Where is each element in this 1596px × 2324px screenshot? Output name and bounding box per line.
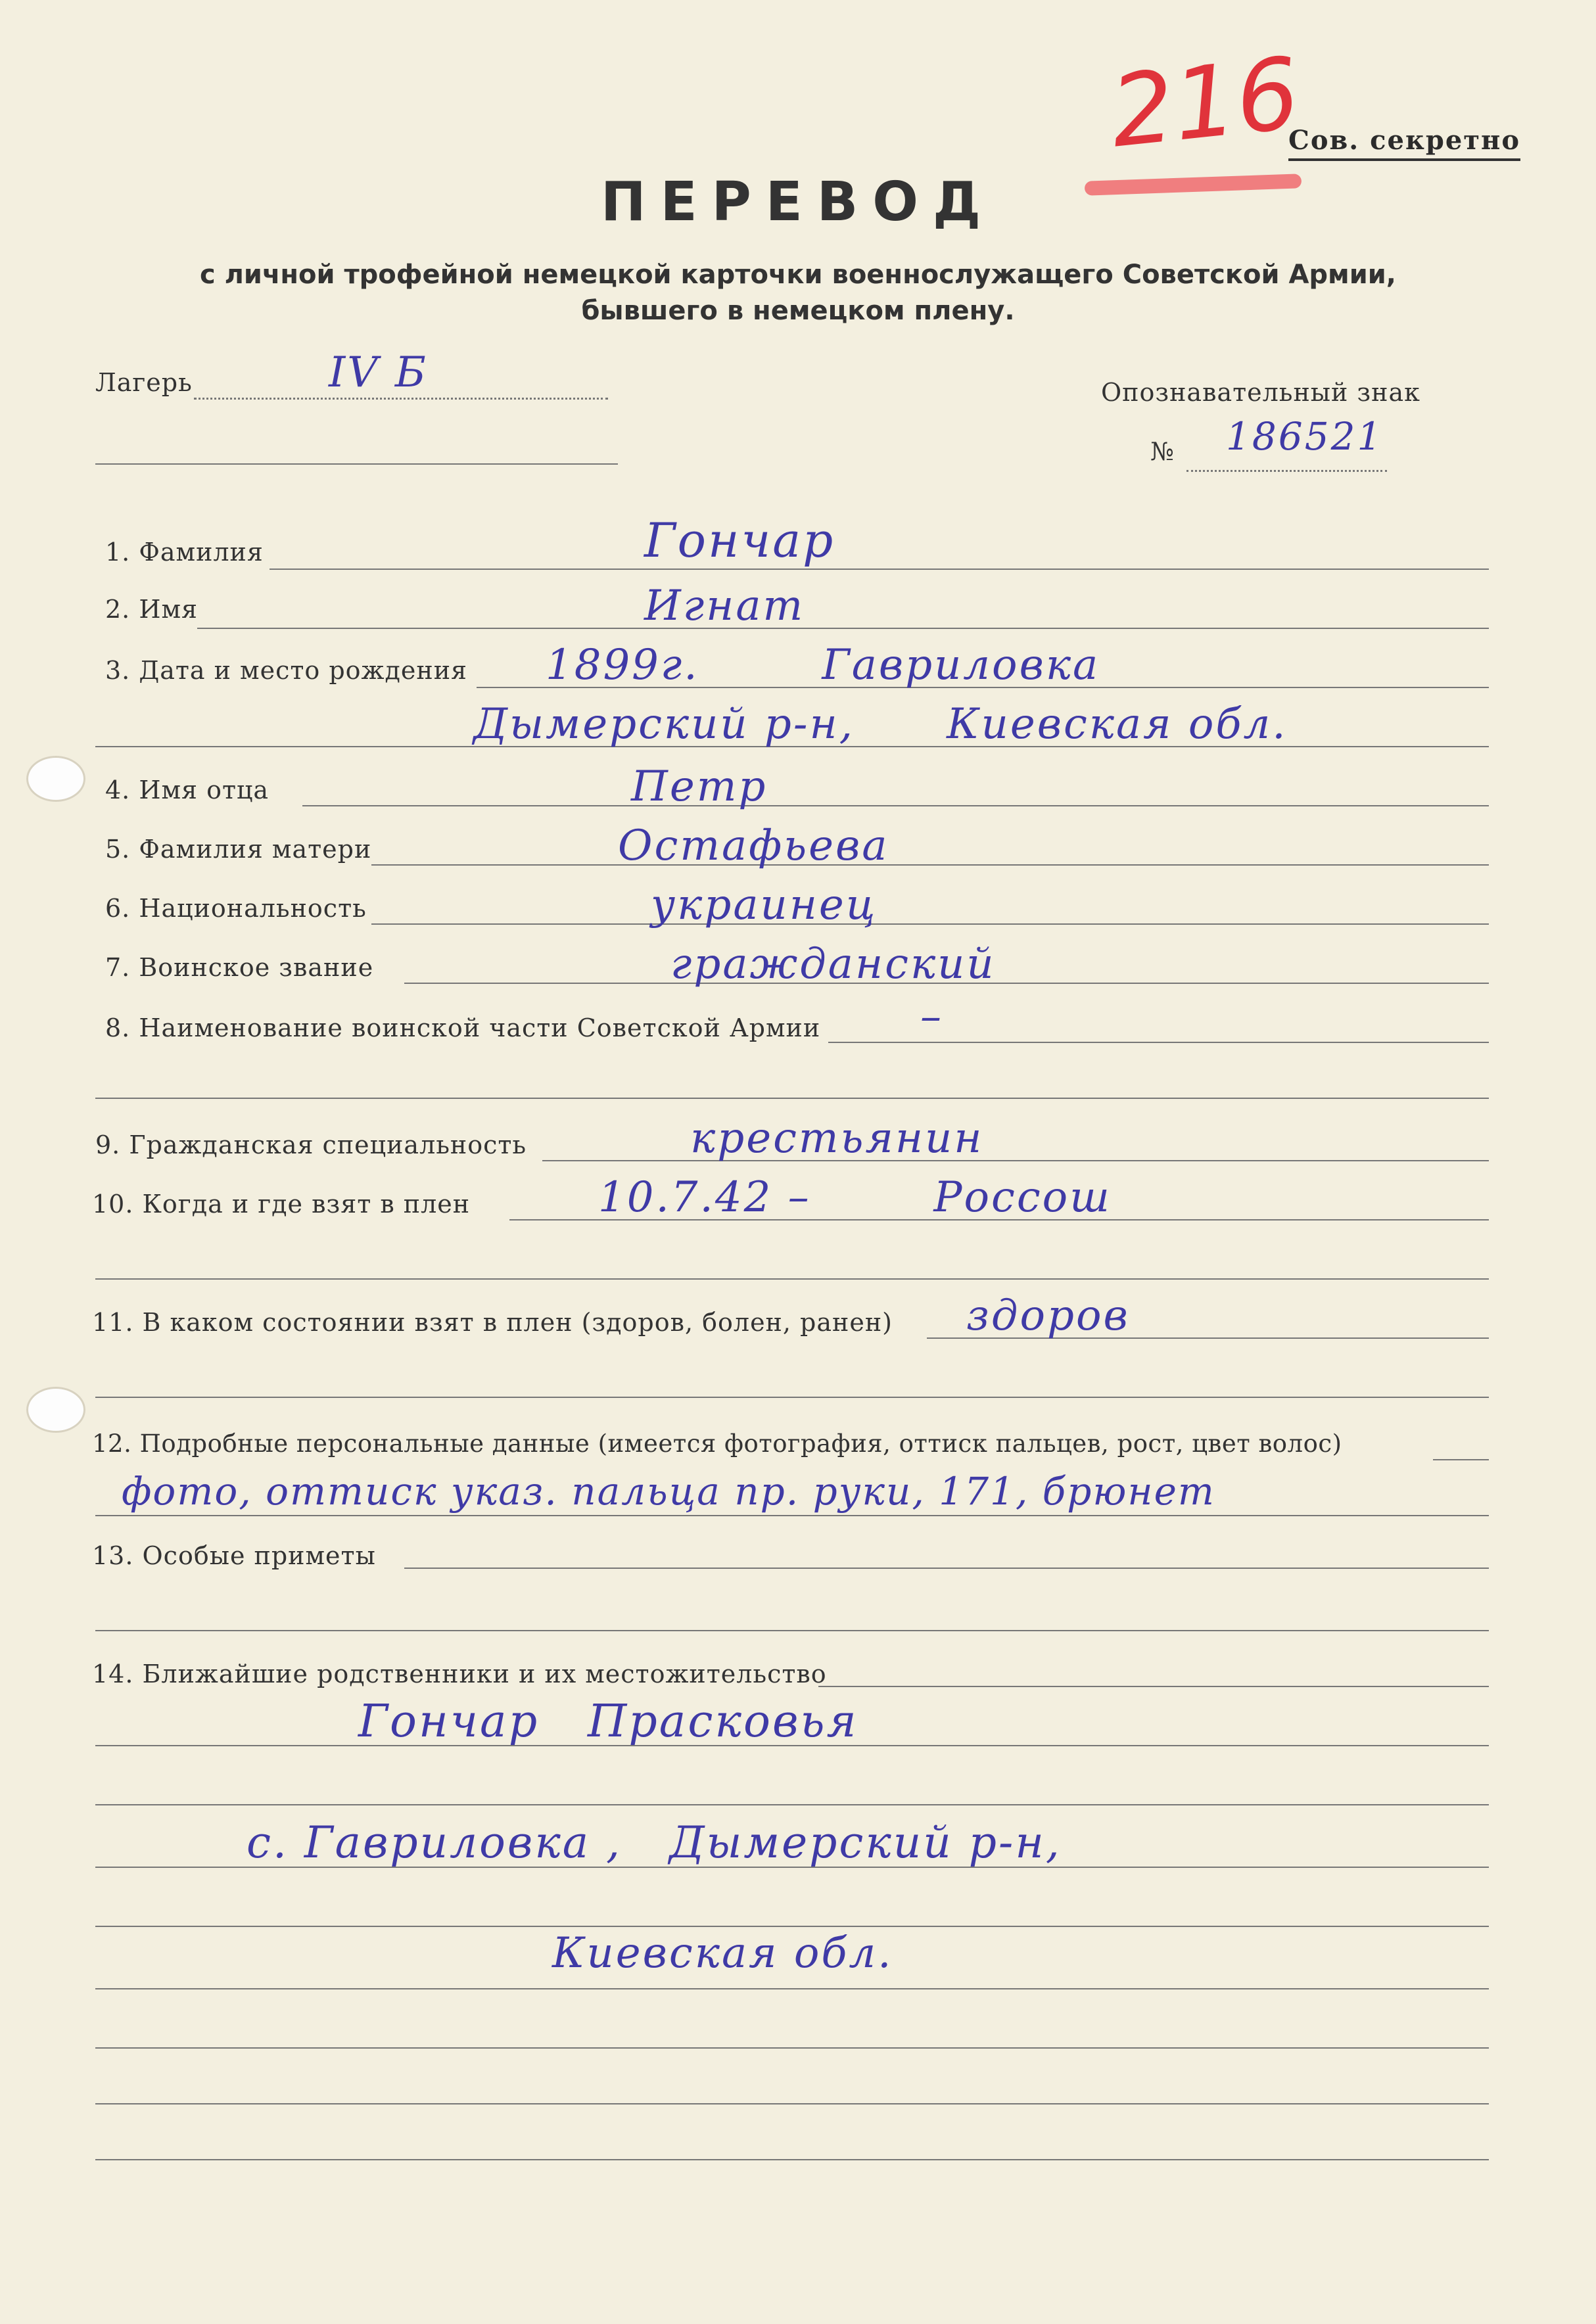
field-capture-label: 10. Когда и где взят в плен — [92, 1190, 471, 1219]
field-marks-line — [404, 1568, 1489, 1569]
id-tag-value: 186521 — [1226, 414, 1384, 459]
page-title: ПЕРЕВОД — [601, 171, 995, 233]
field-nationality-label: 6. Национальность — [105, 894, 367, 923]
field-profession-line — [542, 1160, 1489, 1161]
field-relatives-line-2 — [95, 1745, 1489, 1746]
field-profession-label: 9. Гражданская специальность — [95, 1130, 527, 1159]
archive-number: 216 — [1105, 36, 1305, 170]
classification-label: Сов. секретно — [1288, 125, 1520, 161]
field-birth-value-2: Дымерский р-н, Киевская обл. — [473, 700, 1288, 749]
field-relatives-line-4 — [95, 1867, 1489, 1868]
field-father-label: 4. Имя отца — [105, 776, 270, 804]
field-relatives-line-9 — [95, 2159, 1489, 2160]
field-unit-line-2 — [95, 1098, 1489, 1099]
field-condition-value: здоров — [966, 1291, 1130, 1340]
field-surname-value: Гончар — [644, 513, 835, 568]
field-mother-label: 5. Фамилия матери — [105, 835, 372, 864]
field-personal-line-2 — [95, 1515, 1489, 1516]
field-personal-label: 12. Подробные персональные данные (имеется фотография, оттиск пальцев, рост, цвет волос) — [92, 1429, 1342, 1458]
field-surname-label: 1. Фамилия — [105, 538, 264, 567]
subtitle-line-2: бывшего в немецком плену. — [581, 296, 1015, 326]
field-relatives-line-8 — [95, 2103, 1489, 2104]
field-relatives-value-2: с. Гавриловка , Дымерский р-н, — [246, 1817, 1062, 1868]
field-profession-value: крестьянин — [690, 1114, 984, 1163]
field-relatives-value: Гончар Прасковья — [358, 1696, 858, 1748]
field-relatives-line-5 — [95, 1926, 1489, 1927]
camp-label: Лагерь — [95, 368, 193, 397]
field-capture-line-2 — [95, 1278, 1489, 1280]
field-condition-label: 11. В каком состоянии взят в плен (здоров, болен, ранен) — [92, 1308, 893, 1337]
field-unit-line — [828, 1042, 1489, 1043]
field-birth-label: 3. Дата и место рождения — [105, 656, 468, 685]
field-name-value: Игнат — [644, 582, 805, 630]
field-relatives-value-3: Киевская обл. — [552, 1929, 893, 1978]
field-marks-label: 13. Особые приметы — [92, 1541, 376, 1570]
field-rank-value: гражданский — [670, 940, 996, 988]
field-unit-label: 8. Наименование воинской части Советской Армии — [105, 1013, 821, 1042]
subtitle-line-1: с личной трофейной немецкой карточки военнослужащего Советской Армии, — [199, 260, 1397, 290]
field-marks-line-2 — [95, 1630, 1489, 1631]
camp-line — [194, 398, 608, 400]
field-relatives-line-7 — [95, 2047, 1489, 2049]
camp-line-2 — [95, 463, 618, 465]
field-relatives-line-6 — [95, 1988, 1489, 1989]
field-relatives-label: 14. Ближайшие родственники и их местожительство — [92, 1660, 827, 1688]
field-relatives-line-3 — [95, 1804, 1489, 1805]
field-birth-value: 1899г. Гавриловка — [546, 641, 1100, 689]
field-unit-value: – — [920, 992, 943, 1041]
field-personal-line — [1433, 1459, 1489, 1460]
id-tag-label: Опознавательный знак — [1101, 378, 1420, 407]
field-father-line — [302, 805, 1489, 806]
field-name-label: 2. Имя — [105, 595, 199, 624]
id-tag-line — [1186, 470, 1387, 472]
field-name-line — [197, 628, 1489, 629]
field-nationality-value: украинец — [651, 881, 878, 929]
field-relatives-line — [818, 1686, 1489, 1687]
punch-hole — [26, 1387, 85, 1433]
field-mother-line — [371, 864, 1489, 866]
field-father-value: Петр — [631, 762, 768, 811]
field-condition-line-2 — [95, 1397, 1489, 1398]
field-nationality-line — [371, 923, 1489, 925]
field-surname-line — [270, 569, 1489, 570]
field-capture-value: 10.7.42 – Россош — [598, 1173, 1112, 1222]
field-personal-value: фото, оттиск указ. пальца пр. руки, 171, брюнет — [122, 1469, 1215, 1514]
id-tag-no-label: № — [1150, 437, 1175, 466]
field-mother-value: Остафьева — [618, 822, 889, 870]
punch-hole — [26, 756, 85, 802]
field-rank-label: 7. Воинское звание — [105, 953, 374, 982]
camp-value: IV Б — [329, 348, 428, 397]
